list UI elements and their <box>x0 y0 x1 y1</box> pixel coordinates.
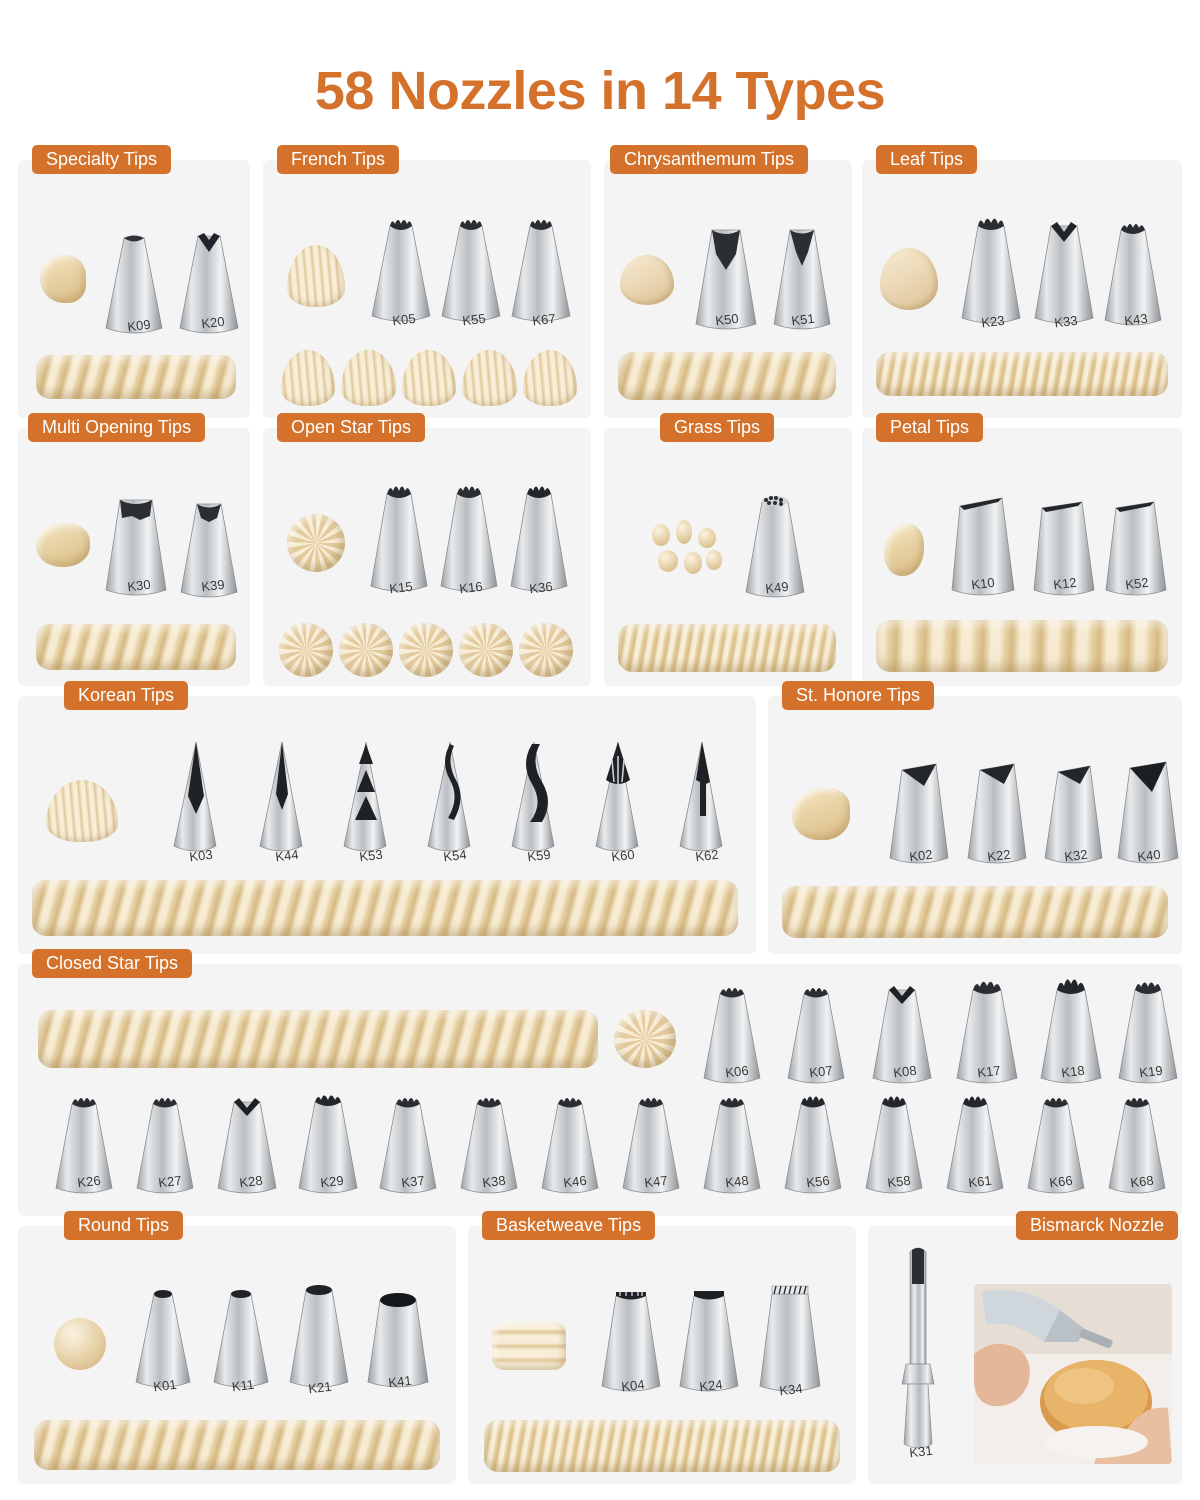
frosting-sample <box>880 248 938 310</box>
nozzle-label-k23: K23 <box>980 312 1006 331</box>
nozzle-label-k10: K10 <box>970 574 996 593</box>
nozzle-label-k01: K01 <box>152 1376 178 1395</box>
nozzle-label-k28: K28 <box>238 1172 264 1191</box>
panel-label-leaf-tips: Leaf Tips <box>876 145 977 174</box>
nozzle-label-k51: K51 <box>790 310 816 329</box>
nozzle-label-k05: K05 <box>391 310 417 329</box>
nozzle-label-k36: K36 <box>528 578 554 597</box>
nozzle-label-k40: K40 <box>1136 846 1162 865</box>
nozzle-label-k07: K07 <box>808 1062 834 1081</box>
nozzle-label-k55: K55 <box>461 310 487 329</box>
nozzle-label-k11: K11 <box>231 1376 255 1395</box>
panel-label-petal-tips: Petal Tips <box>876 413 983 442</box>
panel-round-tips <box>18 1215 456 1484</box>
frosting-sample <box>884 524 924 576</box>
nozzle-label-k60: K60 <box>610 846 636 865</box>
nozzle-label-k46: K46 <box>562 1172 588 1191</box>
nozzle-label-k53: K53 <box>358 846 384 865</box>
nozzle-label-k66: K66 <box>1048 1172 1074 1191</box>
panel-bismarck-nozzle <box>868 1215 1182 1484</box>
panel-label-grass-tips: Grass Tips <box>660 413 774 442</box>
nozzle-label-k59: K59 <box>526 846 552 865</box>
nozzle-label-k62: K62 <box>694 846 720 865</box>
nozzle-label-k67: K67 <box>531 310 557 329</box>
frosting-pattern <box>782 886 1168 938</box>
nozzle-label-k52: K52 <box>1124 574 1150 593</box>
nozzle-label-k47: K47 <box>643 1172 669 1191</box>
frosting-pattern <box>34 1420 440 1470</box>
nozzle-label-k17: K17 <box>976 1062 1002 1081</box>
panel-label-chrysanthemum-tips: Chrysanthemum Tips <box>610 145 808 174</box>
nozzle-label-k48: K48 <box>724 1172 750 1191</box>
nozzle-label-k39: K39 <box>200 576 226 595</box>
frosting-sample <box>46 780 118 842</box>
panel-label-specialty-tips: Specialty Tips <box>32 145 171 174</box>
nozzle-label-k20: K20 <box>200 313 226 332</box>
nozzle-label-k27: K27 <box>157 1172 183 1191</box>
panel-chrysanthemum-tips <box>604 149 852 418</box>
nozzle-label-k68: K68 <box>1129 1172 1155 1191</box>
nozzle-label-k04: K04 <box>620 1376 646 1395</box>
frosting-pattern <box>618 624 836 672</box>
frosting-pattern <box>484 1420 840 1472</box>
panel-petal-tips <box>862 417 1182 686</box>
panel-label-closed-star-tips: Closed Star Tips <box>32 949 192 978</box>
panel-specialty-tips <box>18 149 250 418</box>
panel-label-open-star-tips: Open Star Tips <box>277 413 425 442</box>
panel-grass-tips <box>604 417 852 686</box>
panel-label-round-tips: Round Tips <box>64 1211 183 1240</box>
frosting-sample <box>648 520 728 580</box>
frosting-pattern <box>876 352 1168 396</box>
frosting-sample <box>792 788 850 840</box>
panel-label-st-honore-tips: St. Honore Tips <box>782 681 934 710</box>
nozzle-label-k26: K26 <box>76 1172 102 1191</box>
nozzle-label-k38: K38 <box>481 1172 507 1191</box>
frosting-sample <box>54 1318 106 1370</box>
frosting-sample <box>287 514 345 572</box>
nozzle-label-k43: K43 <box>1123 310 1149 329</box>
nozzle-k31 <box>882 1244 954 1464</box>
nozzle-label-k50: K50 <box>714 310 740 329</box>
panel-korean-tips <box>18 685 756 954</box>
panel-label-basketweave-tips: Basketweave Tips <box>482 1211 655 1240</box>
panel-label-bismarck-nozzle: Bismarck Nozzle <box>1016 1211 1178 1240</box>
frosting-sample <box>36 523 90 567</box>
nozzle-label-k02: K02 <box>908 846 934 865</box>
frosting-pattern <box>876 620 1168 672</box>
nozzle-label-k32: K32 <box>1063 846 1089 865</box>
panel-basketweave-tips <box>468 1215 856 1484</box>
panel-closed-star-tips <box>18 953 1182 1216</box>
frosting-pattern <box>32 880 738 936</box>
nozzle-label-k21: K21 <box>307 1378 333 1397</box>
nozzle-label-k49: K49 <box>764 578 790 597</box>
panel-leaf-tips <box>862 149 1182 418</box>
nozzle-label-k15: K15 <box>388 578 414 597</box>
nozzle-label-k19: K19 <box>1138 1062 1164 1081</box>
nozzle-label-k22: K22 <box>986 846 1012 865</box>
frosting-sample <box>40 255 86 303</box>
nozzle-label-k12: K12 <box>1052 574 1078 593</box>
nozzle-label-k18: K18 <box>1060 1062 1086 1081</box>
nozzle-label-k06: K06 <box>724 1062 750 1081</box>
panel-st-honore-tips <box>768 685 1182 954</box>
frosting-pattern <box>36 624 236 670</box>
frosting-pattern <box>38 1010 598 1068</box>
frosting-sample <box>287 245 345 307</box>
page-title: 58 Nozzles in 14 Types <box>314 61 886 121</box>
bismarck-usage-photo <box>974 1284 1172 1464</box>
nozzle-label-k24: K24 <box>698 1376 724 1395</box>
nozzle-label-k03: K03 <box>188 846 214 865</box>
nozzle-label-k44: K44 <box>274 846 300 865</box>
frosting-pattern <box>618 352 836 400</box>
frosting-pattern <box>279 622 577 678</box>
nozzle-label-k09: K09 <box>126 316 152 335</box>
panel-label-multi-opening-tips: Multi Opening Tips <box>28 413 205 442</box>
nozzle-label-k56: K56 <box>805 1172 831 1191</box>
nozzle-label-k16: K16 <box>458 578 484 597</box>
nozzle-label-k61: K61 <box>967 1172 993 1191</box>
frosting-pattern <box>281 350 577 406</box>
nozzle-label-k37: K37 <box>400 1172 426 1191</box>
nozzle-label-k33: K33 <box>1053 312 1079 331</box>
nozzle-label-k41: K41 <box>387 1372 413 1391</box>
panel-multi-opening-tips <box>18 417 250 686</box>
nozzle-label-k58: K58 <box>886 1172 912 1191</box>
frosting-sample <box>492 1322 566 1370</box>
nozzle-label-k08: K08 <box>892 1062 918 1081</box>
panel-open-star-tips <box>263 417 591 686</box>
panel-label-french-tips: French Tips <box>277 145 399 174</box>
frosting-pattern <box>36 355 236 399</box>
nozzle-label-k30: K30 <box>126 576 152 595</box>
nozzle-k21 <box>280 1274 358 1396</box>
nozzle-label-k31: K31 <box>908 1442 934 1461</box>
panel-french-tips <box>263 149 591 418</box>
nozzle-label-k34: K34 <box>778 1380 804 1399</box>
frosting-sample <box>620 255 674 305</box>
frosting-sample <box>614 1010 676 1068</box>
panel-label-korean-tips: Korean Tips <box>64 681 188 710</box>
nozzle-label-k29: K29 <box>319 1172 345 1191</box>
nozzle-label-k54: K54 <box>442 846 468 865</box>
